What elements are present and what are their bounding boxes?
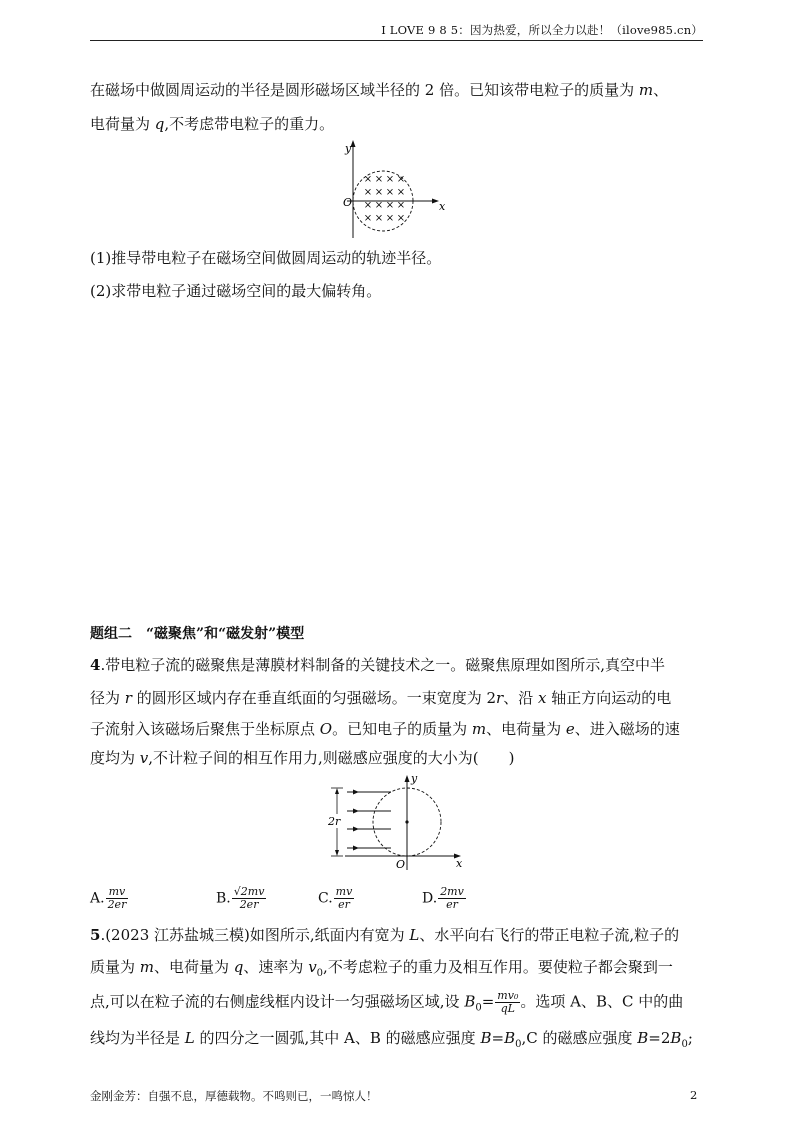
- field-cross-0-3: ×: [396, 174, 406, 185]
- origin-label: O: [396, 858, 406, 871]
- field-cross-1-2: ×: [385, 187, 395, 198]
- q3-part-2: (2)求带电粒子通过磁场空间的最大偏转角。: [90, 282, 382, 300]
- x-axis-label: x: [439, 200, 446, 213]
- option-b[interactable]: B. $\frac{√2mv}{2er}$: [216, 885, 265, 911]
- field-cross-3-3: ×: [396, 213, 406, 224]
- figure-magnetic-circle: [335, 138, 455, 240]
- q5-line-4: 线均为半径是 L 的四分之一圆弧,其中 A、B 的磁感应强度 $B=B_0,C$ 的磁感应强度 $B=2B_0$;: [90, 1029, 693, 1050]
- beam-arrowhead-1: [353, 809, 359, 814]
- option-a[interactable]: A. $\frac{mv}{2er}$: [90, 885, 127, 911]
- field-cross-0-1: ×: [374, 174, 384, 185]
- electron-beam-arrows: [347, 790, 391, 851]
- field-cross-2-2: ×: [385, 200, 395, 211]
- q4-line-2: 径为 r 的圆形区域内存在垂直纸面的匀强磁场。一束宽度为 2r、沿 x 轴正方向运动的电: [90, 689, 672, 707]
- field-cross-1-3: ×: [396, 187, 406, 198]
- y-axis-label: y: [345, 142, 352, 155]
- y-axis-label: y: [411, 772, 418, 785]
- field-cross-3-0: ×: [363, 213, 373, 224]
- field-cross-2-1: ×: [374, 200, 384, 211]
- page-header: I LOVE 9 8 5：因为热爱，所以全力以赴！（ilove985.cn）: [381, 23, 703, 37]
- q5-line-3: 点,可以在粒子流的右侧虚线框内设计一匀强磁场区域,设 $B_0=$ $\frac{\text{mv₀}}{qL}$ 。选项 A、B、C 中的曲: [90, 989, 684, 1015]
- footer-motto: 金刚金芳：自强不息，厚德载物。不鸣则已，一鸣惊人！: [90, 1089, 378, 1103]
- intro-line-1: 在磁场中做圆周运动的半径是圆形磁场区域半径的 2 倍。已知该带电粒子的质量为 m、: [90, 81, 669, 99]
- page-number: 2: [690, 1088, 698, 1102]
- q5-line-1: 5.(2023 江苏盐城三模)如图所示,纸面内有宽为 L、水平向右飞行的带正电粒子流,粒子的: [90, 926, 680, 944]
- q3-part-1: (1)推导带电粒子在磁场空间做圆周运动的轨迹半径。: [90, 249, 442, 267]
- width-label: 2r: [328, 815, 341, 828]
- q4-line-4: 度均为 v,不计粒子间的相互作用力,则磁感应强度的大小为( ): [90, 749, 515, 767]
- q4-line-1: 4.带电粒子流的磁聚焦是薄膜材料制备的关键技术之一。磁聚焦原理如图所示,真空中半: [90, 656, 665, 674]
- beam-arrowhead-0: [353, 790, 359, 795]
- option-d[interactable]: D. $\frac{2mv}{er}$: [422, 885, 464, 911]
- figure-magnetic-focusing: [325, 770, 475, 872]
- option-c[interactable]: C. $\frac{mv}{er}$: [318, 885, 353, 911]
- beam-arrowhead-2: [353, 827, 359, 832]
- field-cross-0-2: ×: [385, 174, 395, 185]
- field-cross-3-1: ×: [374, 213, 384, 224]
- field-cross-2-3: ×: [396, 200, 406, 211]
- x-axis-label: x: [456, 857, 463, 870]
- magnetic-field-crosses: [364, 174, 405, 224]
- field-cross-3-2: ×: [385, 213, 395, 224]
- section-title: 题组二 “磁聚焦”和“磁发射”模型: [90, 626, 305, 642]
- header-divider: [90, 40, 703, 41]
- beam-arrowhead-3: [353, 846, 359, 851]
- field-cross-1-0: ×: [363, 187, 373, 198]
- origin-label: O: [343, 196, 353, 209]
- q4-line-3: 子流射入该磁场后聚焦于坐标原点 O。已知电子的质量为 m、电荷量为 e、进入磁场的速: [90, 720, 680, 738]
- field-cross-2-0: ×: [363, 200, 373, 211]
- field-cross-1-1: ×: [374, 187, 384, 198]
- q5-line-2: 质量为 m、电荷量为 q、速率为 $v_0$,不考虑粒子的重力及相互作用。要使粒子都会聚到一: [90, 958, 673, 979]
- field-cross-0-0: ×: [363, 174, 373, 185]
- intro-line-2: 电荷量为 q,不考虑带电粒子的重力。: [90, 115, 335, 133]
